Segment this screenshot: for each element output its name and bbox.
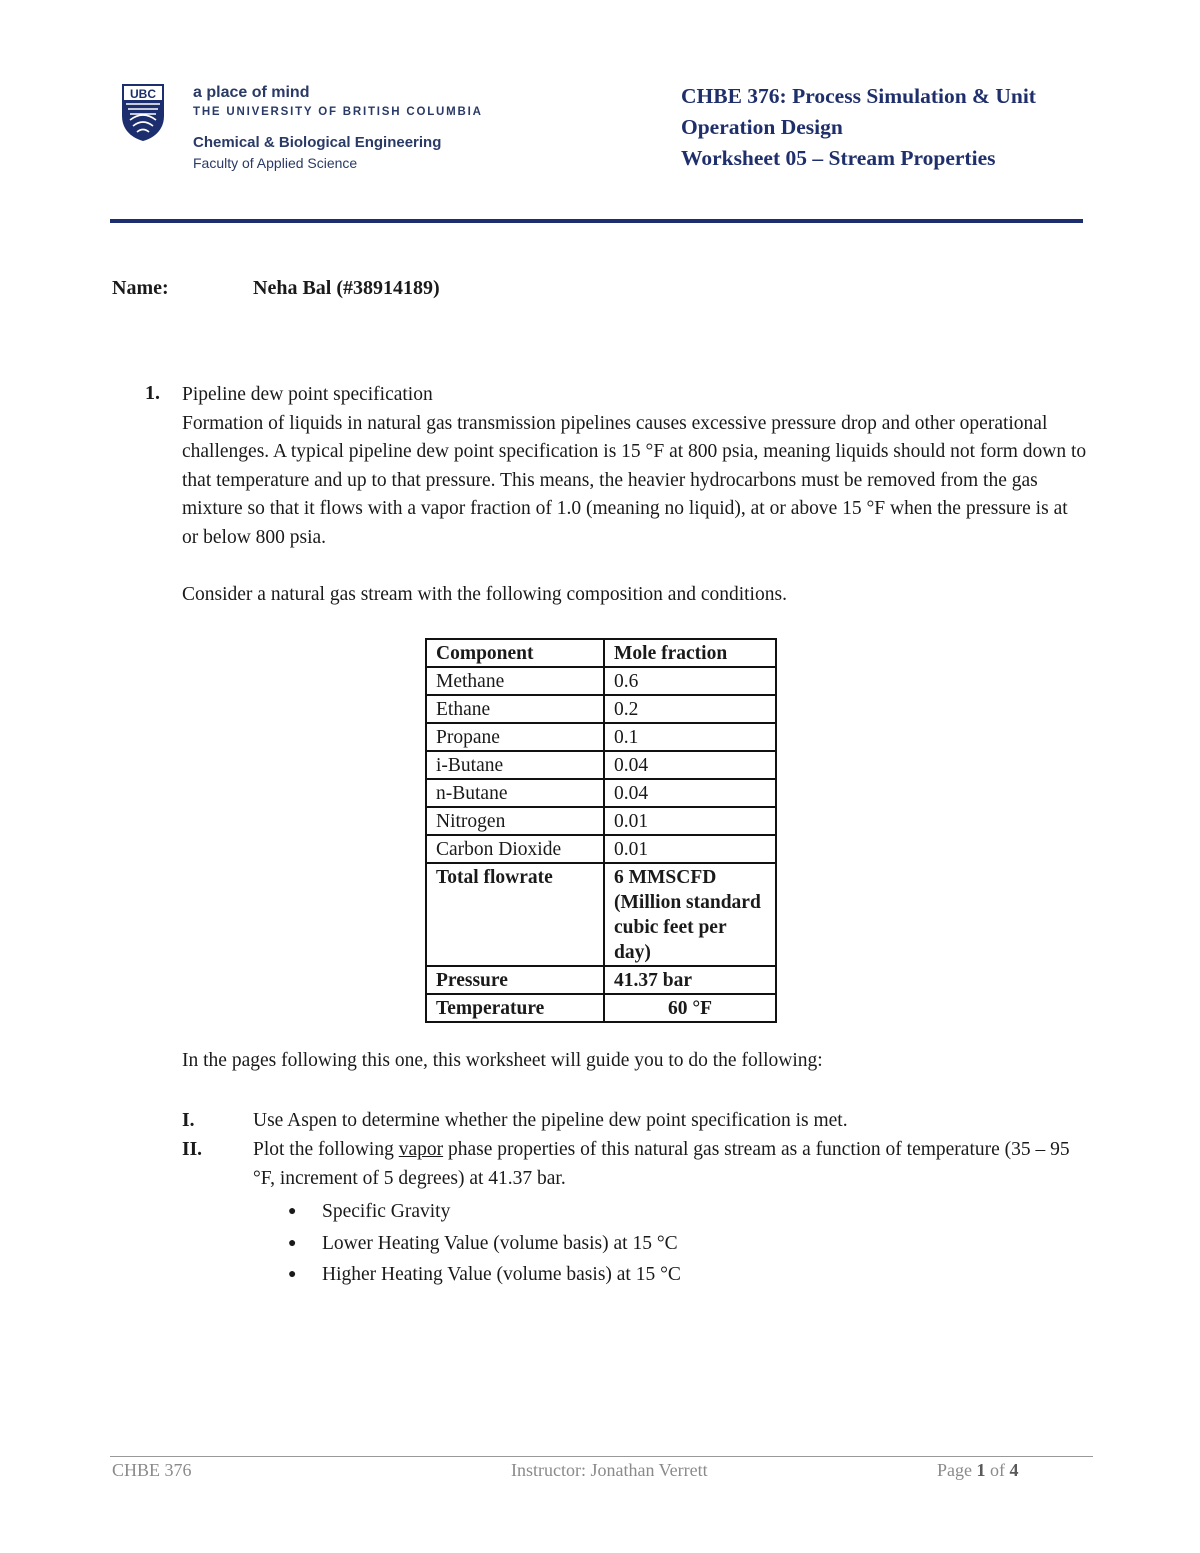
logo-tagline: a place of mind: [193, 84, 310, 101]
worksheet-title: Worksheet 05 – Stream Properties: [681, 146, 996, 170]
logo-department: Chemical & Biological Engineering: [193, 134, 442, 151]
fraction-cell: 0.01: [604, 835, 776, 863]
task-2-number: II.: [182, 1139, 203, 1160]
table-row: [426, 779, 776, 807]
component-cell: n-Butane: [426, 779, 604, 807]
followup-intro: In the pages following this one, this worksheet will guide you to do the following:: [182, 1050, 823, 1071]
header-divider: [110, 219, 1083, 223]
fraction-cell: 0.6: [604, 667, 776, 695]
table-intro: Consider a natural gas stream with the following composition and conditions.: [182, 583, 787, 605]
logo-faculty: Faculty of Applied Science: [193, 155, 358, 171]
logo-university: THE UNIVERSITY OF BRITISH COLUMBIA: [193, 106, 483, 118]
question-paragraph: Formation of liquids in natural gas transmission pipelines causes excessive pressure drop and other operational challenges. A typical pipeline dew point specification is 15 °F at 800 psia, meaning liquids should not form down to that temperature and up to that pressure. This means, the heavier hydrocarbons must be removed from the gas mixture so that it flows with a vapor fraction of 1.0 (meaning no liquid), at or above 15 °F when the pressure is at or below 800 psia.: [182, 412, 1087, 548]
table-row: [426, 807, 776, 835]
fraction-cell: 0.2: [604, 695, 776, 723]
question-body: [182, 381, 1087, 609]
flowrate-row: [426, 863, 776, 966]
page-prefix: Page: [937, 1460, 977, 1480]
flowrate-value: 6 MMSCFD (Million standard cubic feet per day): [604, 863, 776, 966]
task-2-text-post: phase properties of this natural gas stream as a function of temperature (35 – 95 °F, increment of 5 degrees) at 41.37 bar.: [253, 1139, 1070, 1189]
pressure-label: Pressure: [426, 966, 604, 994]
temperature-value: 60 °F: [604, 994, 776, 1022]
list-item: [288, 1196, 681, 1228]
bullet-icon: ●: [288, 1235, 297, 1251]
table-row: [426, 667, 776, 695]
list-item: [288, 1259, 681, 1291]
bullet-text: Higher Heating Value (volume basis) at 15 °C: [322, 1264, 681, 1285]
crest-text: UBC: [130, 87, 156, 101]
bullet-text: Specific Gravity: [322, 1201, 451, 1222]
page-of: of: [985, 1460, 1010, 1480]
table-row: [426, 751, 776, 779]
table-header-row: [426, 639, 776, 667]
course-title-line-2: Operation Design: [681, 115, 843, 139]
question-title: Pipeline dew point specification: [182, 384, 433, 405]
name-label: Name:: [112, 277, 169, 299]
component-cell: Propane: [426, 723, 604, 751]
task-2-text-pre: Plot the following: [253, 1139, 399, 1160]
task-1-number: I.: [182, 1110, 195, 1131]
page-current: 1: [976, 1460, 986, 1480]
component-cell: Carbon Dioxide: [426, 835, 604, 863]
fraction-cell: 0.01: [604, 807, 776, 835]
bullet-icon: ●: [288, 1267, 297, 1282]
page-total: 4: [1009, 1460, 1019, 1480]
footer-page-number: [937, 1460, 1019, 1481]
footer-course: CHBE 376: [112, 1460, 192, 1480]
header-component: Component: [426, 639, 604, 667]
composition-table: [425, 638, 777, 1023]
fraction-cell: 0.1: [604, 723, 776, 751]
question-number: 1.: [145, 382, 160, 404]
fraction-cell: 0.04: [604, 751, 776, 779]
header-mole-fraction: Mole fraction: [604, 639, 776, 667]
component-cell: Ethane: [426, 695, 604, 723]
task-2-text-underlined: vapor: [398, 1139, 444, 1160]
table-row: [426, 835, 776, 863]
table-row: [426, 695, 776, 723]
task-1-text: Use Aspen to determine whether the pipeline dew point specification is met.: [253, 1110, 848, 1131]
footer-divider: [110, 1456, 1093, 1457]
temperature-label: Temperature: [426, 994, 604, 1022]
pressure-row: [426, 966, 776, 994]
ubc-logo-text: [193, 84, 483, 171]
temperature-row: [426, 994, 776, 1022]
course-title-block: [681, 81, 1036, 174]
component-cell: i-Butane: [426, 751, 604, 779]
footer-instructor: Instructor: Jonathan Verrett: [511, 1460, 708, 1480]
ubc-crest-logo: [120, 82, 166, 142]
flowrate-label: Total flowrate: [426, 863, 604, 966]
task-2-text: [253, 1136, 1083, 1193]
student-name: Neha Bal (#38914189): [253, 277, 440, 299]
bullet-text: Lower Heating Value (volume basis) at 15 °C: [322, 1232, 678, 1254]
course-title-line-1: CHBE 376: Process Simulation & Unit: [681, 84, 1036, 108]
fraction-cell: 0.04: [604, 779, 776, 807]
bullet-icon: ●: [288, 1204, 297, 1219]
component-cell: Nitrogen: [426, 807, 604, 835]
table-row: [426, 723, 776, 751]
pressure-value: 41.37 bar: [604, 966, 776, 994]
list-item: [288, 1228, 681, 1260]
component-cell: Methane: [426, 667, 604, 695]
property-bullet-list: [288, 1196, 681, 1291]
